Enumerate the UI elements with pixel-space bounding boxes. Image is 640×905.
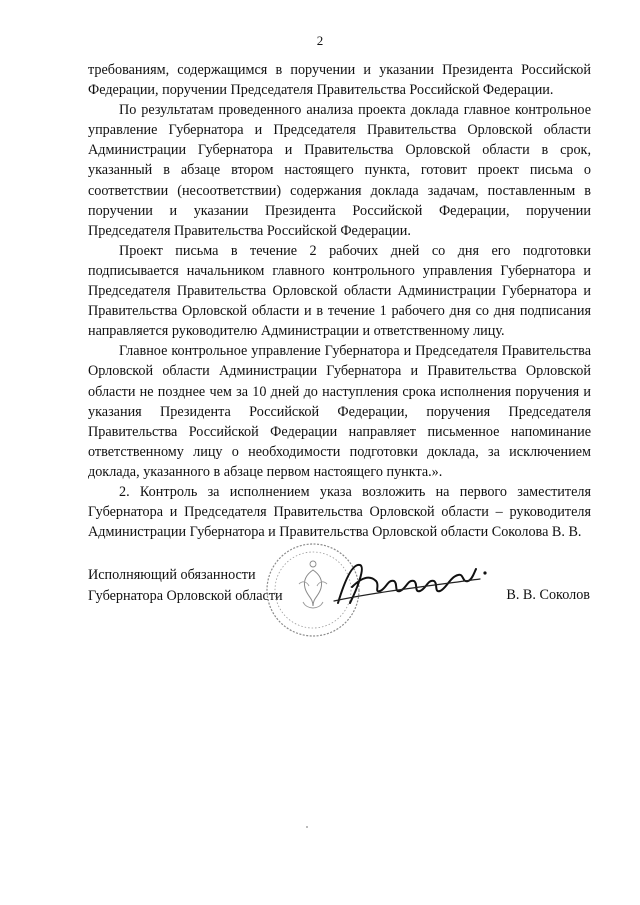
- paragraph: 2. Контроль за исполнением указа возложить на первого заместителя Губернатора и Председателя Правительства Орловской области – руководителя Администрации Губернатора и Правительства Орловской области Соколова В. В.: [88, 483, 591, 541]
- scan-speck: [306, 826, 308, 828]
- signature-block: [0, 565, 640, 635]
- paragraph: требованиям, содержащимся в поручении и указании Президента Российской Федерации, поручении Председателя Правительства Российской Федерации.: [88, 62, 591, 99]
- signer-name: В. В. Соколов: [506, 587, 590, 603]
- paragraph: Проект письма в течение 2 рабочих дней со дня его подготовки подписывается начальником главного контрольного управления Губернатора и Председателя Правительства Орловской области Администрации Губернатора и Правительства Орловской области и в течение 1 рабочего дня со дня подписания направляется руководителю Администрации и ответственному лицу.: [88, 242, 591, 340]
- handwritten-signature: [330, 553, 490, 613]
- page-number: 2: [316, 33, 324, 48]
- document-body: [88, 60, 591, 542]
- signer-title: [88, 565, 283, 606]
- signer-title-line2: Губернатора Орловской области: [88, 587, 283, 604]
- paragraph: По результатам проведенного анализа проекта доклада главное контрольное управление Губернатора и Председателя Правительства Орловской области Администрации Губернатора и Правительства Орловской области в срок, указанный в абзаце втором настоящего пункта, готовит проект письма о соответствии (несоответствии) содержания доклада задачам, поставленным в поручении и указании Президента Российской Федерации, поручении Председателя Правительства Российской Федерации.: [88, 102, 591, 239]
- paragraph: Главное контрольное управление Губернатора и Председателя Правительства Орловской области Администрации Губернатора и Правительства Орловской области не позднее чем за 10 дней до наступления срока исполнения поручения и указания Президента Российской Федерации, поручения Председателя Правительства Российской Федерации направляет письменное напоминание ответственному лицу о необходимости подготовки доклада, за исключением доклада, указанного в абзаце первом настоящего пункта.».: [88, 343, 591, 480]
- signer-title-line1: Исполняющий обязанности: [88, 567, 256, 583]
